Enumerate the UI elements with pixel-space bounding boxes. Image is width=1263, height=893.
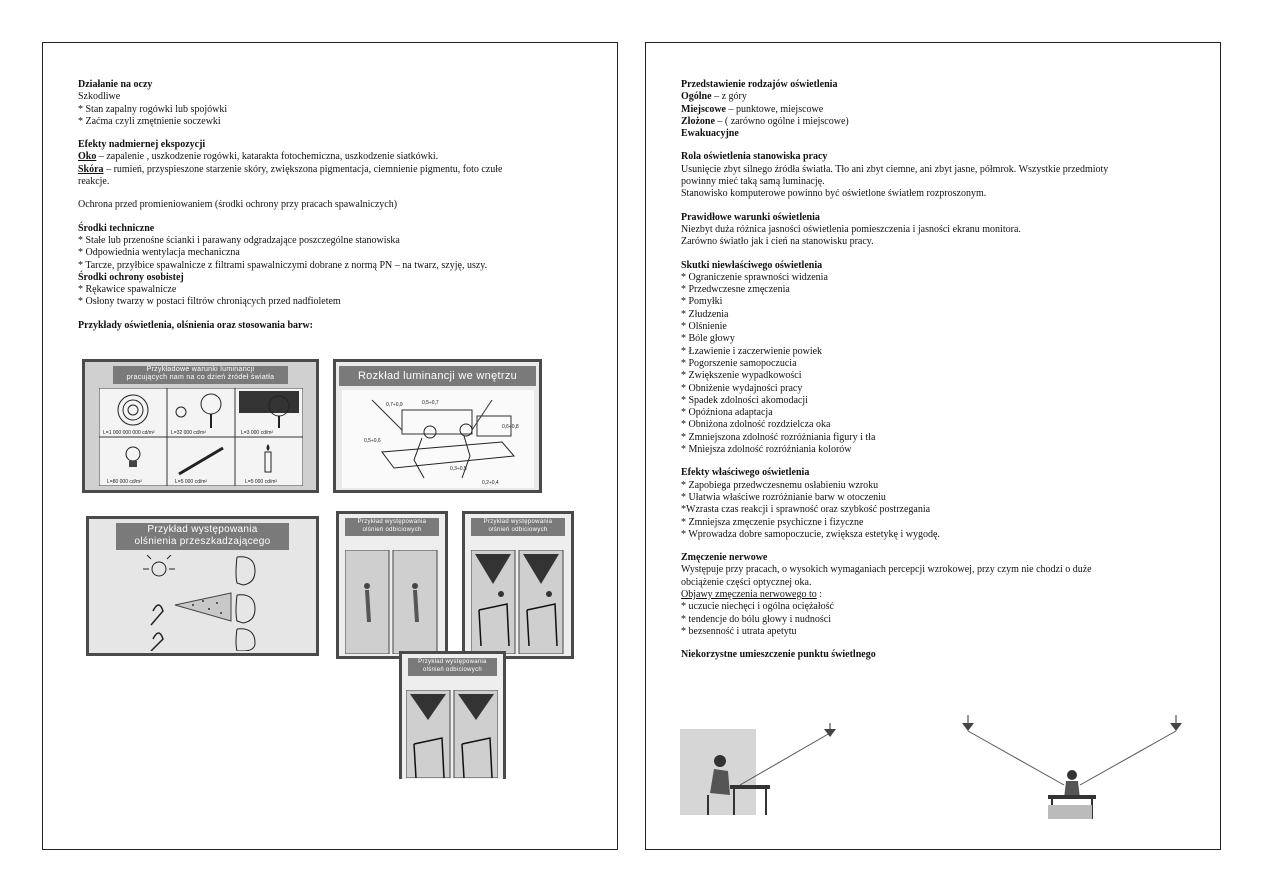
luminance-grid-illustration xyxy=(99,388,303,486)
luminance-label: 0,5÷0,6 xyxy=(364,438,381,444)
term: Ogólne xyxy=(681,91,712,103)
luminance-caption: L=3 000 cd/m² xyxy=(241,430,274,436)
list-item: * Odpowiednia wentylacja mechaniczna xyxy=(78,247,240,259)
ceiling-lamp-icon xyxy=(962,715,974,731)
desk-worker-icon xyxy=(1048,770,1096,819)
term-text: – ( zarówno ogólne i miejscowe) xyxy=(714,115,849,127)
list-item: * Zwiększenie wypadkowości xyxy=(681,370,802,382)
figure-banner: Przykład występowania olśnień odbiciowych xyxy=(471,518,565,536)
section-heading: Skutki niewłaściwego oświetlenia xyxy=(681,259,823,271)
term-text: – rumień, przyspieszone starzenie skóry, zwiększona pigmentacja, ciemnienie pigmentu, foto czułe xyxy=(103,163,503,175)
list-item: * Zmniejszona zdolność rozróżniania figury i tła xyxy=(681,431,876,443)
term: Ewakuacyjne xyxy=(681,128,739,140)
term-text: – z góry xyxy=(711,91,747,103)
figure-banner: Przykładowe warunki luminancji pracujących nam na co dzień źródeł światła xyxy=(113,366,289,384)
section-heading: Rola oświetlenia stanowiska pracy xyxy=(681,151,828,163)
list-item: * Ułatwia właściwe rozróżnianie barw w otoczeniu xyxy=(681,491,886,503)
section-heading: Niekorzystne umieszczenie punktu świetlnego xyxy=(681,649,876,661)
right-page xyxy=(645,42,1221,850)
underlined-subheading: Objawy zmęczenia nerwowego to xyxy=(681,588,817,600)
luminance-caption: L=5 000 cd/m² xyxy=(175,479,208,485)
list-item: * Bóle głowy xyxy=(681,333,735,345)
ceiling-lamp-icon xyxy=(1170,715,1182,731)
paragraph-line xyxy=(681,116,1108,128)
list-item: * Osłony twarzy w postaci filtrów chroniących przed nadfioletem xyxy=(78,296,341,308)
list-item: * Ograniczenie sprawności widzenia xyxy=(681,271,828,283)
list-item: * Zmniejsza zmęczenie psychiczne i fizyczne xyxy=(681,516,864,528)
term-text: – punktowe, miejscowe xyxy=(725,103,824,115)
term: Oko xyxy=(78,151,97,163)
bad-light-placement-illustration-2 xyxy=(956,715,1188,819)
list-item: * Stałe lub przenośne ścianki i parawany odgradzające poszczególne stanowiska xyxy=(78,234,400,246)
list-item: * Mniejsza zdolność rozróżniania kolorów xyxy=(681,444,852,456)
paragraph-line xyxy=(78,164,503,176)
section-heading: Środki ochrony osobistej xyxy=(78,271,184,283)
luminance-label: 0,7÷0,9 xyxy=(386,402,403,408)
list-item: * tendencje do bólu głowy i nudności xyxy=(681,613,831,625)
paragraph-line: Stanowisko komputerowe powinno być oświetlone światłem rozproszonym. xyxy=(681,188,987,200)
subheading: Szkodliwe xyxy=(78,91,121,103)
paragraph-line xyxy=(681,104,1108,116)
figure-glare-reflective-1 xyxy=(336,511,448,659)
list-item: * bezsenność i utrata apetytu xyxy=(681,625,797,637)
term: Miejscowe xyxy=(681,103,726,115)
section-heading: Przedstawienie rodzajów oświetlenia xyxy=(681,79,838,90)
desk-lamp-glare-illustration xyxy=(471,550,565,654)
section-heading: Przykłady oświetlenia, olśnienia oraz stosowania barw: xyxy=(78,319,313,331)
luminance-label: 0,3÷0,5 xyxy=(450,466,467,472)
figure-banner: Przykład występowania olśnień odbiciowych xyxy=(408,658,497,676)
paragraph-line: Objawy zmęczenia nerwowego to : xyxy=(681,588,823,600)
section-heading: Zmęczenie nerwowe xyxy=(681,552,768,564)
paragraph-line: Usunięcie zbyt silnego źródła światła. Tło ani zbyt ciemne, ani zbyt jasne, półmrok. Wszystkie przedmioty xyxy=(681,163,1109,175)
paragraph-line: Ochrona przed promieniowaniem (środki ochrony przy pracach spawalniczych) xyxy=(78,199,398,211)
list-item: * Rękawice spawalnicze xyxy=(78,284,177,296)
lamp-icon xyxy=(143,555,175,576)
list-item: * uczucie niechęci i ogólna ociężałość xyxy=(681,601,834,613)
list-item: * Złudzenia xyxy=(681,308,729,320)
figure-glare-disturbing xyxy=(86,516,319,656)
desk-lamp-glare-illustration xyxy=(406,690,498,778)
luminance-label: 0,6÷0,8 xyxy=(502,424,519,430)
list-item: * Tarcze, przyłbice spawalnicze z filtrami spawalniczymi dobrane z normą PN – na twarz, szyję, uszy. xyxy=(78,259,488,271)
paragraph-line xyxy=(78,151,503,163)
list-item: * Wprowadza dobre samopoczucie, zwiększa estetykę i wygodę. xyxy=(681,528,940,540)
term: Złożone xyxy=(681,115,715,127)
office-interior-illustration xyxy=(342,390,534,488)
paragraph-line: powinny mieć taką samą luminację. xyxy=(681,176,825,188)
luminance-label: 0,2÷0,4 xyxy=(482,480,499,486)
term-text: – zapalenie , uszkodzenie rogówki, katarakta fotochemiczna, uszkodzenie siatkówki. xyxy=(96,151,439,163)
paragraph-line: Występuje przy pracach, o wysokich wymaganiach percepcji wzrokowej, przy czym nie chodzi o duże xyxy=(681,564,1092,576)
figure-glare-reflective-3 xyxy=(399,651,506,779)
list-item: * Obniżona zdolność rozdzielcza oka xyxy=(681,419,831,431)
figure-luminance-sources xyxy=(82,359,319,493)
left-page xyxy=(42,42,618,850)
list-item: * Pogorszenie samopoczucia xyxy=(681,357,797,369)
face-icon xyxy=(236,557,255,585)
section-heading: Środki techniczne xyxy=(78,222,155,234)
paragraph-line xyxy=(681,128,1108,140)
list-item: * Zapobiega przedwczesnemu osłabieniu wzroku xyxy=(681,479,879,491)
left-text-block xyxy=(78,79,503,332)
section-heading: Prawidłowe warunki oświetlenia xyxy=(681,211,820,223)
face-icon xyxy=(236,595,255,623)
section-heading: Efekty nadmiernej ekspozycji xyxy=(78,139,206,151)
list-item: * Przedwczesne zmęczenia xyxy=(681,284,790,296)
luminance-caption: L=80 000 cd/m² xyxy=(107,479,142,485)
luminance-label: 0,5÷0,7 xyxy=(422,400,439,406)
list-item: * Spadek zdolności akomodacji xyxy=(681,394,808,406)
list-item: * Olśnienie xyxy=(681,321,727,333)
paragraph-line: reakcje. xyxy=(78,176,110,188)
paragraph-line: obciążenie części optycznej oka. xyxy=(681,576,812,588)
face-icon xyxy=(236,629,255,651)
right-text-block xyxy=(681,79,1108,661)
luminance-caption: L=1 000 000 000 cd/m² xyxy=(103,430,155,436)
paragraph-line: Zarówno światło jak i cień na stanowisku pracy. xyxy=(681,236,874,248)
bad-light-placement-illustration-1 xyxy=(680,723,850,815)
list-item: * Łzawienie i zaczerwienie powiek xyxy=(681,345,823,357)
paragraph-line: Niezbyt duża różnica jasności oświetlenia pomieszczenia i jasności ekranu monitora. xyxy=(681,223,1021,235)
figure-banner: Przykład występowania olśnienia przeszkadzającego xyxy=(116,523,289,550)
figure-glare-reflective-2 xyxy=(462,511,574,659)
luminance-caption: L=32 000 cd/m² xyxy=(171,430,206,436)
welding-arc-icon xyxy=(151,605,163,651)
list-item: * Obniżenie wydajności pracy xyxy=(681,382,803,394)
term: Skóra xyxy=(78,163,104,175)
list-item: * Opóźniona adaptacja xyxy=(681,407,773,419)
section-heading: Działanie na oczy xyxy=(78,79,153,90)
paragraph-line xyxy=(681,91,1108,103)
glare-illustration xyxy=(109,555,299,651)
list-item: *Wzrasta czas reakcji i sprawność oraz szybkość postrzegania xyxy=(681,504,931,516)
reflective-glare-illustration xyxy=(345,550,439,654)
section-heading: Efekty właściwego oświetlenia xyxy=(681,467,810,479)
figure-banner: Rozkład luminancji we wnętrzu xyxy=(339,366,536,386)
list-item: * Pomyłki xyxy=(681,296,723,308)
list-item: * Zaćma czyli zmętnienie soczewki xyxy=(78,115,221,127)
luminance-caption: L=5 000 cd/m² xyxy=(245,479,278,485)
figure-banner: Przykład występowania olśnień odbiciowych xyxy=(345,518,439,536)
figure-luminance-interior xyxy=(333,359,542,493)
list-item: * Stan zapalny rogówki lub spojówki xyxy=(78,103,228,115)
